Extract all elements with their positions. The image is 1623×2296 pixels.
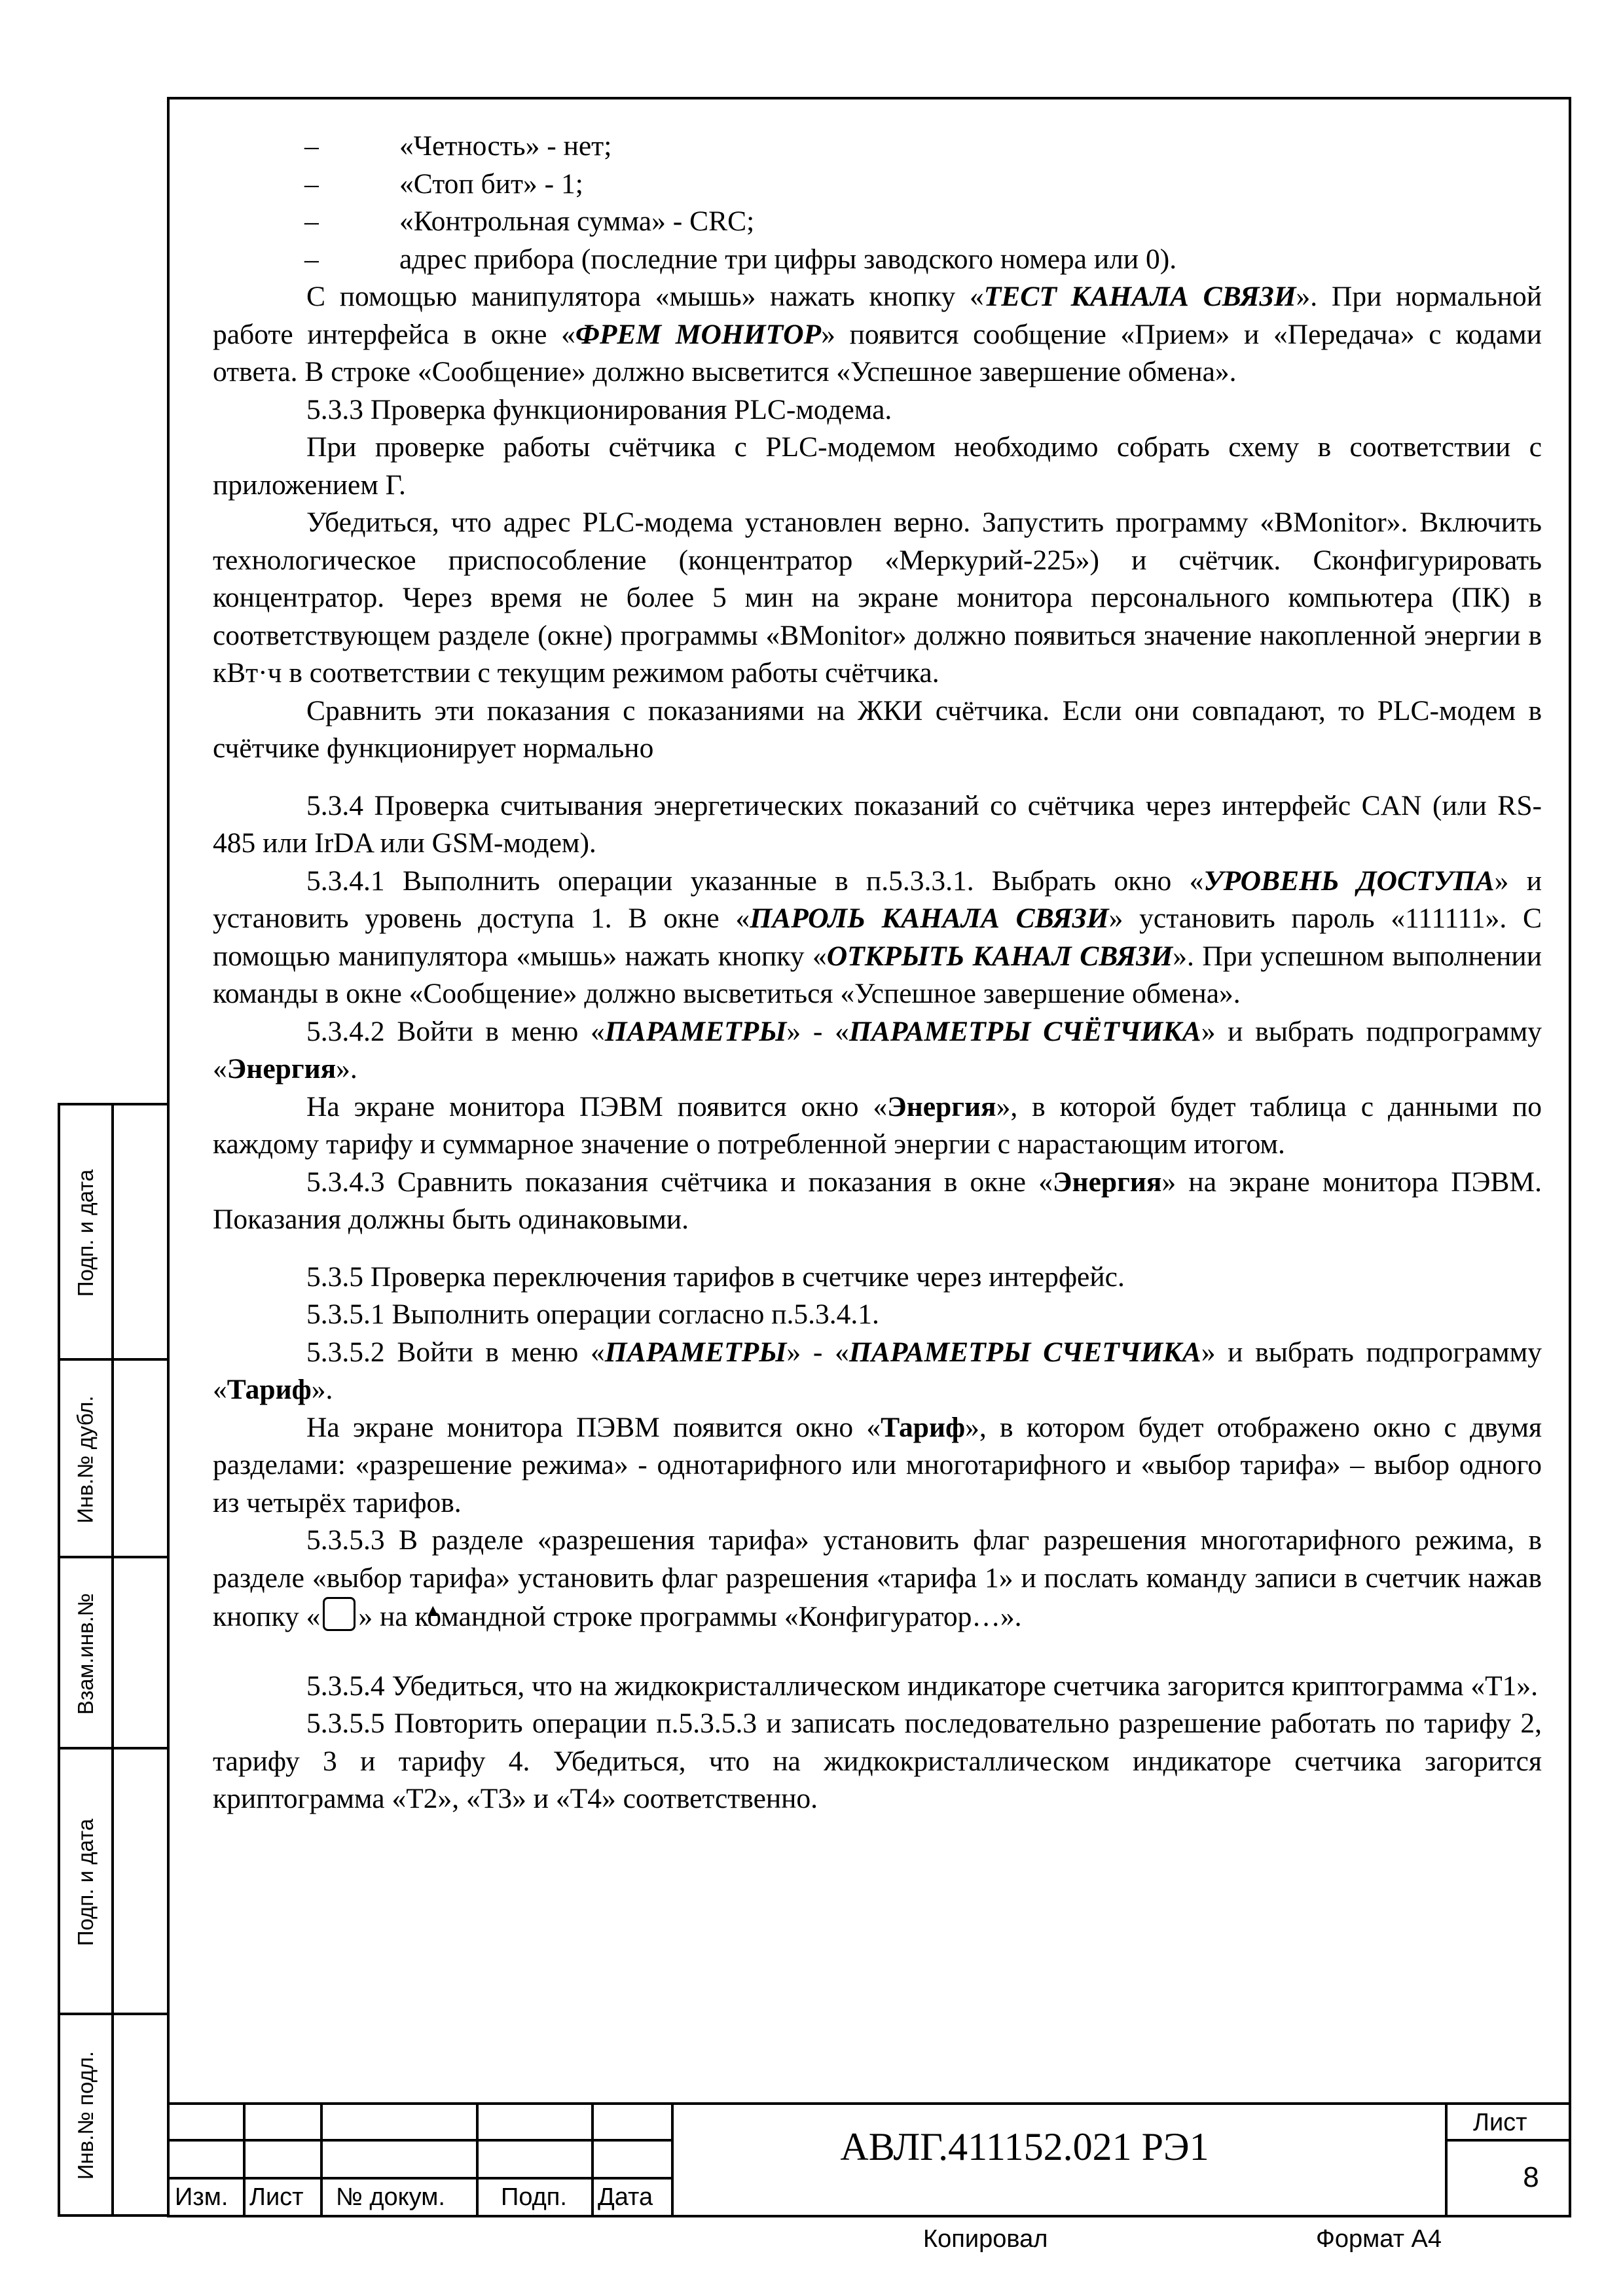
list-item: – «Контрольная сумма» - CRC;: [304, 206, 755, 237]
paragraph: На экране монитора ПЭВМ появится окно «Энергия», в которой будет таблица с данными по каждому тарифу и суммарное значение о потребленной энергии с нарастающим итогом.: [213, 1090, 1542, 1160]
paragraph: При проверке работы счётчика с PLC-модемом необходимо собрать схему в соответствии с приложением Г.: [213, 431, 1542, 501]
side-stamp: [58, 1103, 170, 2217]
column-signature: Подп.: [501, 2183, 567, 2211]
format-label: Формат А4: [1316, 2225, 1442, 2253]
list-item: – «Четность» - нет;: [304, 130, 612, 162]
stamp-label: Инв.№ дубл.: [73, 1395, 98, 1524]
paragraph: Сравнить эти показания с показаниями на ЖКИ счётчика. Если они совпадают, то PLC-модем в счётчике функционирует нормально: [213, 694, 1542, 764]
title-block: [167, 2102, 1571, 2217]
paragraph: 5.3.5.5 Повторить операции п.5.3.5.3 и записать последовательно разрешение работать по тарифу 2, тарифу 3 и тарифу 4. Убедиться, что на жидкокристаллическом индикаторе счетчика загорится криптограмма «Т2», «Т3» и «Т4» соответственно.: [213, 1708, 1542, 1814]
stamp-label: Инв.№ подл.: [73, 2051, 98, 2180]
sheet-number: 8: [1523, 2161, 1539, 2193]
paragraph: 5.3.4.1 Выполнить операции указанные в п.5.3.3.1. Выбрать окно «УРОВЕНЬ ДОСТУПА» и установить уровень доступа 1. В окне «ПАРОЛЬ КАНАЛА СВЯЗИ» установить пароль «111111». С помощью манипулятора «мышь» нажать кнопку «ОТКРЫТЬ КАНАЛ СВЯЗИ». При успешном выполнении команды в окне «Сообщение» должно высветиться «Успешное завершение обмена».: [213, 865, 1542, 1009]
copied-label: Копировал: [923, 2225, 1048, 2253]
section-heading: 5.3.3 Проверка функционирования PLC-модема.: [306, 393, 892, 425]
list-item: – «Стоп бит» - 1;: [304, 168, 583, 200]
section-heading: 5.3.4 Проверка считывания энергетических показаний со счётчика через интерфейс CAN (или RS-485 или IrDA или GSM-модем).: [213, 789, 1542, 859]
paragraph: 5.3.5.1 Выполнить операции согласно п.5.3.4.1.: [306, 1299, 879, 1330]
column-izm: Изм.: [175, 2183, 228, 2211]
paragraph: Убедиться, что адрес PLC-модема установлен верно. Запустить программу «BMonitor». Включить технологическое приспособление (концентратор «Меркурий-225») и счётчик. Сконфигурировать концентратор. Через время не более 5 мин на экране монитора персонального компьютера (ПК) в соответствующем разделе (окне) программы «BMonitor» должно появиться значение накопленной энергии в кВт·ч в соответствии с текущим режимом работы счётчика.: [213, 507, 1542, 689]
paragraph: 5.3.5.3 В разделе «разрешения тарифа» установить флаг разрешения многотарифного режима, в разделе «выбор тарифа» установить флаг разрешения «тарифа 1» и послать команду записи в счетчик нажав кнопку «▲ » на командной строке программы «Конфигуратор…».: [213, 1522, 1542, 1636]
stamp-label: Подп. и дата: [73, 1169, 98, 1297]
column-doc-number: № докум.: [336, 2183, 445, 2211]
stamp-label: Подп. и дата: [73, 1818, 98, 1946]
paragraph: 5.3.4.2 Войти в меню «ПАРАМЕТРЫ» - «ПАРАМЕТРЫ СЧЁТЧИКА» и выбрать подпрограмму «Энергия».: [213, 1015, 1542, 1085]
document-body: [213, 128, 1542, 1818]
document-code: АВЛГ.411152.021 РЭ1: [840, 2125, 1209, 2168]
column-date: Дата: [598, 2183, 653, 2211]
section-heading: 5.3.5 Проверка переключения тарифов в счетчике через интерфейс.: [306, 1261, 1125, 1293]
paragraph: 5.3.5.4 Убедиться, что на жидкокристаллическом индикаторе счетчика загорится криптограмма «Т1».: [306, 1670, 1539, 1702]
paragraph: На экране монитора ПЭВМ появится окно «Тариф», в котором будет отображено окно с двумя разделами: «разрешение режима» - однотарифного или многотарифного и «выбор тарифа» – выбор одного из четырёх тарифов.: [213, 1411, 1542, 1518]
list-item: – адрес прибора (последние три цифры заводского номера или 0).: [304, 243, 1177, 275]
sheet-label: Лист: [1473, 2109, 1527, 2136]
paragraph: 5.3.4.3 Сравнить показания счётчика и показания в окне «Энергия» на экране монитора ПЭВМ. Показания должны быть одинаковыми.: [213, 1166, 1542, 1235]
stamp-label: Взам.инв.№: [73, 1592, 98, 1715]
write-to-meter-icon: [323, 1597, 356, 1631]
paragraph: С помощью манипулятора «мышь» нажать кнопку «ТЕСТ КАНАЛА СВЯЗИ». При нормальной работе интерфейса в окне «ФРЕМ МОНИТОР» появится сообщение «Прием» и «Передача» с кодами ответа. В строке «Сообщение» должно высветится «Успешное завершение обмена».: [213, 281, 1542, 387]
column-list: Лист: [249, 2183, 304, 2211]
paragraph: 5.3.5.2 Войти в меню «ПАРАМЕТРЫ» - «ПАРАМЕТРЫ СЧЕТЧИКА» и выбрать подпрограмму «Тариф».: [213, 1336, 1542, 1405]
